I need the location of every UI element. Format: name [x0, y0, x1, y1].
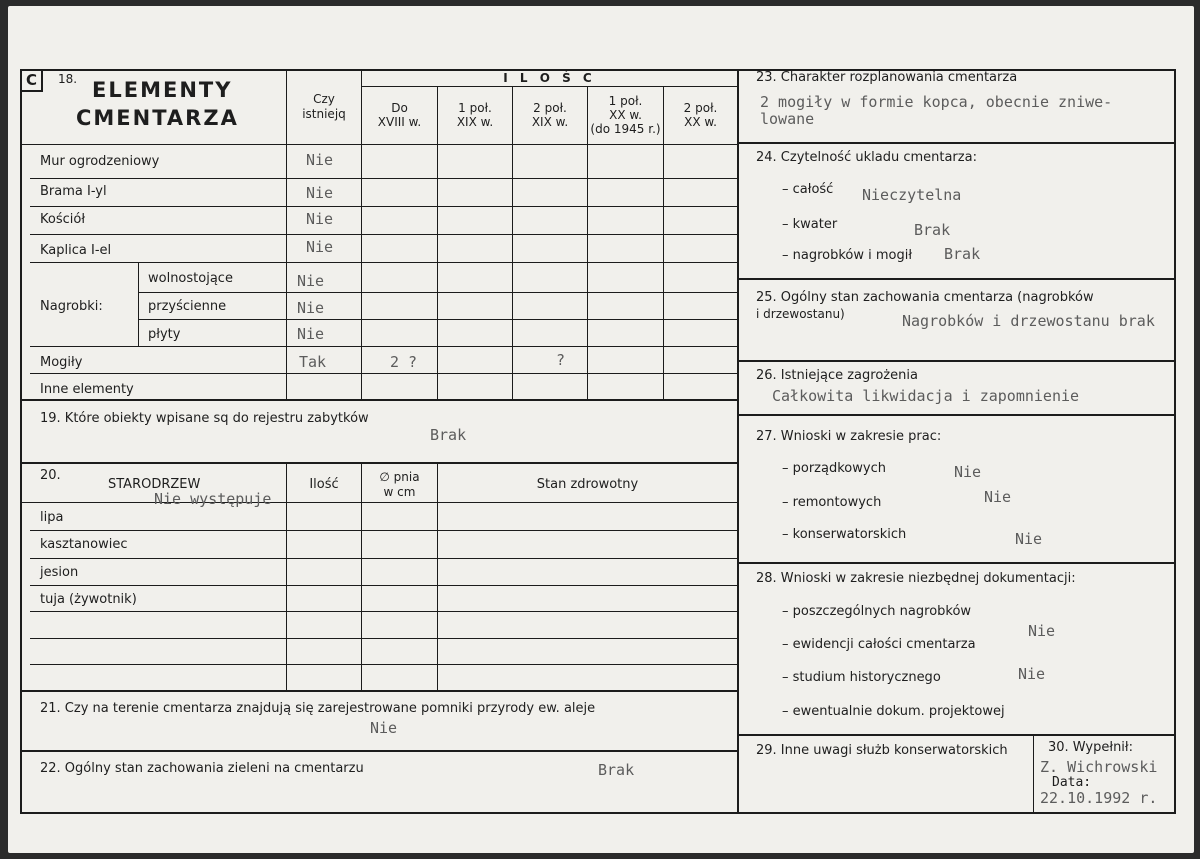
row-value: Nie	[306, 151, 334, 169]
s20-row-line	[30, 530, 737, 531]
s20-row-line	[30, 611, 737, 612]
s25-value: Nagrobków i drzewostanu brak	[902, 312, 1155, 330]
s28-item-label: – poszczególnych nagrobków	[782, 604, 972, 619]
s20-row-line	[30, 585, 737, 586]
s20-col-stan: Stan zdrowotny	[536, 477, 639, 492]
s18-period-header	[588, 94, 663, 136]
tree-label: kasztanowiec	[40, 537, 128, 552]
tree-label: jesion	[40, 565, 79, 580]
s20-row-line	[30, 664, 737, 665]
s27-item-label: – remontowych	[782, 495, 882, 510]
s29-label: 29. Inne uwagi służb konserwatorskich	[756, 743, 1008, 758]
s18-col-exists-l2: istniejq	[302, 107, 346, 121]
s18-bottom	[20, 399, 738, 401]
main-divider	[737, 69, 739, 814]
s25-bottom	[737, 360, 1176, 362]
period-l1: 2 poł.	[533, 101, 567, 115]
row-value: Nie	[306, 184, 334, 202]
s22-label: 22. Ogólny stan zachowania zieleni na cmentarzu	[40, 761, 364, 776]
s23-value-line2: lowane	[760, 110, 815, 128]
s26-value: Całkowita likwidacja i zapomnienie	[772, 387, 1080, 405]
tree-label: tuja (żywotnik)	[40, 592, 137, 607]
period-l1: 1 poł.	[608, 94, 643, 108]
row-label: Inne elementy	[40, 382, 134, 397]
s20-col-ilosc: Ilość	[309, 477, 339, 492]
s18-col-exists-l1: Czy	[313, 92, 335, 106]
s18-number: 18.	[58, 72, 78, 86]
s27-item-value: Nie	[1015, 530, 1043, 548]
s20-title: STARODRZEW	[108, 477, 201, 492]
s24-item-label: – całość	[782, 182, 834, 197]
s28-item-label: – ewentualnie dokum. projektowej	[782, 704, 1005, 719]
s18-period-header	[362, 101, 437, 129]
s24-item-label: – kwater	[782, 217, 838, 232]
s18-row-line	[30, 178, 737, 179]
s18-col-4	[663, 86, 664, 400]
pnia-l1: ∅ pnia	[379, 470, 420, 484]
mogily-count: ?	[556, 351, 566, 369]
period-l2: XIX w.	[456, 115, 494, 129]
period-l2: XX w.	[609, 108, 642, 122]
s18-row-line	[30, 234, 737, 235]
period-l1: 1 poł.	[458, 101, 492, 115]
s19-label: 19. Które obiekty wpisane sq do rejestru zabytków	[40, 411, 369, 426]
s27-item-label: – porządkowych	[782, 461, 886, 476]
section-letter-box: C	[20, 69, 43, 92]
s18-title-line2: CMENTARZA	[76, 106, 239, 130]
s18-title-line1: ELEMENTY	[92, 78, 233, 102]
s29-s30-divider	[1033, 734, 1034, 814]
s18-col-exists-header	[287, 92, 361, 122]
s28-bottom	[737, 734, 1176, 736]
s19-bottom	[20, 462, 738, 464]
period-l3: (do 1945 r.)	[590, 122, 661, 136]
s24-item-value: Brak	[914, 221, 951, 239]
s30-label: 30. Wypełnił:	[1048, 740, 1133, 755]
s20-header-bottom	[20, 502, 738, 503]
s18-row-line	[30, 373, 737, 374]
row-value: Nie	[297, 299, 325, 317]
s20-row-line	[30, 638, 737, 639]
s18-row-line	[138, 319, 737, 320]
s22-value: Brak	[598, 761, 635, 779]
s18-header-bottom	[20, 144, 738, 145]
row-label: Mur ogrodzeniowy	[40, 154, 160, 169]
s20-col-name-right	[286, 462, 287, 691]
s21-value: Nie	[370, 719, 398, 737]
s18-row-line	[30, 262, 737, 263]
s18-period-header	[438, 101, 512, 129]
s18-ilosc-header: I L O Ś C	[503, 71, 596, 85]
period-l1: Do	[391, 101, 408, 115]
s27-label: 27. Wnioski w zakresie prac:	[756, 429, 942, 444]
frame-bottom	[20, 812, 1176, 814]
nagrobki-label: Nagrobki:	[40, 299, 103, 314]
s25-label-line1: 25. Ogólny stan zachowania cmentarza (nagrobków	[756, 290, 1094, 305]
s24-item-value: Nieczytelna	[862, 186, 962, 204]
s24-label: 24. Czytelność ukladu cmentarza:	[756, 150, 977, 165]
s27-item-value: Nie	[984, 488, 1012, 506]
period-l2: XIX w.	[531, 115, 569, 129]
s18-row-line	[138, 292, 737, 293]
s18-period-header	[664, 101, 737, 129]
s20-note: Nie występuje	[154, 490, 272, 508]
s18-row-line	[30, 206, 737, 207]
row-value: Nie	[306, 210, 334, 228]
s30-date: 22.10.1992 r.	[1040, 789, 1158, 807]
frame-right-lower	[1174, 735, 1176, 814]
s30-date-label: Data:	[1052, 775, 1092, 790]
frame-right	[1174, 69, 1176, 735]
s28-item-value: Nie	[1028, 622, 1056, 640]
s30-name: Z. Wichrowski	[1040, 758, 1158, 776]
period-l1: 2 poł.	[683, 101, 718, 115]
s27-bottom	[737, 562, 1176, 564]
s20-col-pnia	[362, 470, 437, 500]
s18-col-2	[512, 86, 513, 400]
s28-item-value: Nie	[1018, 665, 1046, 683]
s28-label: 28. Wnioski w zakresie niezbędnej dokumentacji:	[756, 571, 1076, 586]
s18-ilosc-under	[361, 86, 737, 87]
row-label: Mogiły	[40, 355, 83, 370]
s21-bottom	[20, 750, 738, 752]
s24-item-value: Brak	[944, 245, 981, 263]
row-label: Kaplica I-el	[40, 243, 112, 258]
s28-item-label: – ewidencji całości cmentarza	[782, 637, 976, 652]
row-label: płyty	[148, 327, 181, 342]
row-value: Nie	[297, 272, 325, 290]
row-value: Nie	[297, 325, 325, 343]
row-label: wolnostojące	[148, 271, 233, 286]
s26-bottom	[737, 414, 1176, 416]
s18-nagrobki-divider	[138, 262, 139, 346]
period-l2: XVIII w.	[377, 115, 422, 129]
period-l2: XX w.	[684, 115, 717, 129]
row-label: Kościół	[40, 212, 86, 227]
s24-bottom	[737, 278, 1176, 280]
s26-label: 26. Istniejące zagrożenia	[756, 368, 918, 383]
s23-bottom	[737, 142, 1176, 144]
s18-col-1	[437, 86, 438, 400]
mogily-count: 2 ?	[390, 353, 418, 371]
s20-row-line	[30, 558, 737, 559]
row-value: Tak	[299, 353, 327, 371]
row-label: Brama I-yl	[40, 184, 107, 199]
s18-period-header	[513, 101, 587, 129]
s23-value-line1: 2 mogiły w formie kopca, obecnie zniwe-	[760, 93, 1113, 111]
s23-label: 23. Charakter rozplanowania cmentarza	[756, 70, 1018, 85]
s20-number: 20.	[40, 468, 61, 483]
s21-label: 21. Czy na terenie cmentarza znajdują się zarejestrowane pomniki przyrody ew. aleje	[40, 701, 596, 716]
s20-col-pnia-right	[437, 462, 438, 691]
s20-bottom	[20, 690, 738, 692]
s28-item-label: – studium historycznego	[782, 670, 941, 685]
frame-left	[20, 69, 22, 814]
tree-label: lipa	[40, 510, 64, 525]
s25-label-line2: i drzewostanu)	[756, 307, 845, 321]
s24-item-label: – nagrobków i mogił	[782, 248, 913, 263]
s18-row-line	[30, 346, 737, 347]
pnia-l2: w cm	[383, 485, 416, 499]
s27-item-value: Nie	[954, 463, 982, 481]
row-label: przyścienne	[148, 299, 227, 314]
s27-item-label: – konserwatorskich	[782, 527, 907, 542]
row-value: Nie	[306, 238, 334, 256]
s19-value: Brak	[430, 426, 467, 444]
